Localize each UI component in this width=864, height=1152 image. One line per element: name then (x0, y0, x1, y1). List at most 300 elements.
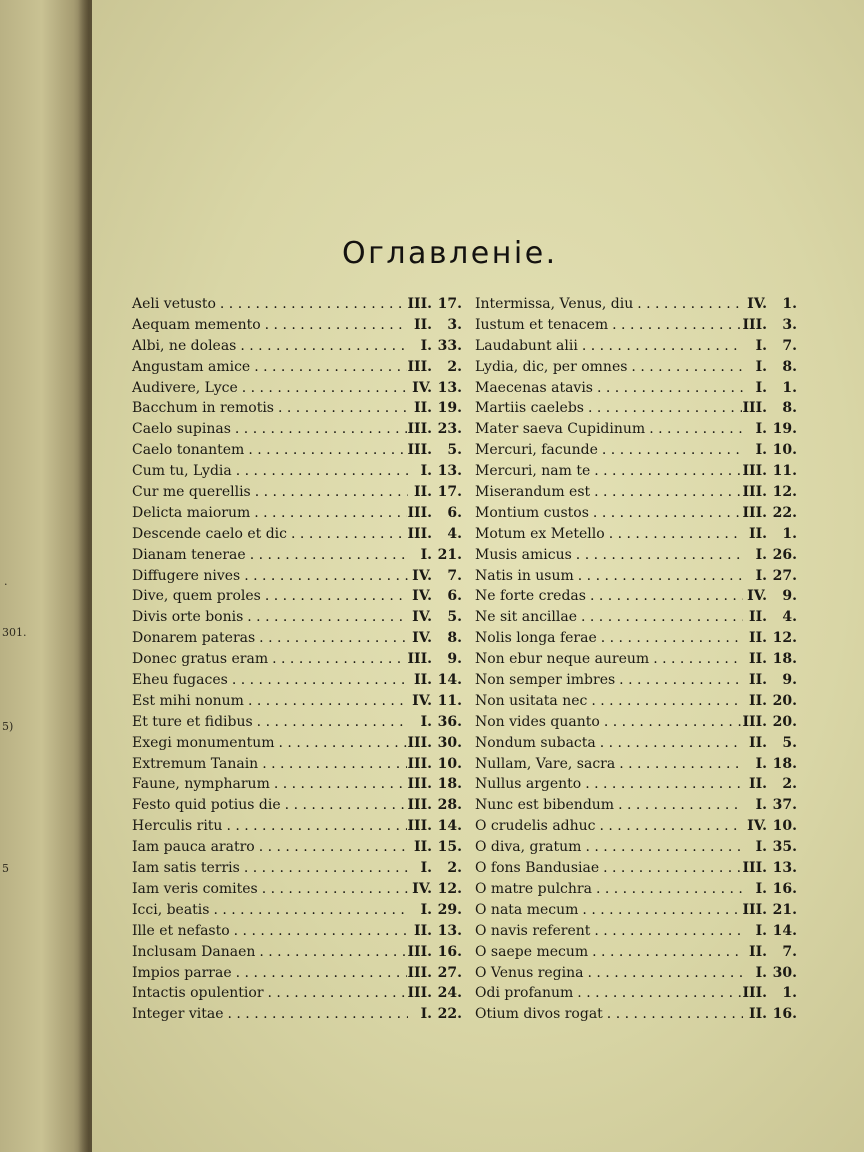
entry-reference (742, 985, 797, 1001)
ode-number: 11. (437, 692, 462, 709)
ode-number: 29. (437, 901, 462, 918)
entry-incipit: Inclusam Danaen (132, 943, 256, 960)
entry-incipit: Audivere, Lyce (132, 379, 238, 396)
contents-entry (132, 463, 462, 484)
entry-incipit: Delicta maiorum (132, 504, 251, 521)
entry-reference (743, 609, 797, 625)
entry-reference (407, 756, 462, 772)
ode-number: 3. (447, 316, 462, 333)
book-number: I. (755, 546, 767, 563)
entry-incipit: Et ture et fidibus (132, 713, 253, 730)
dot-leader (573, 985, 742, 1001)
ode-number: 33. (437, 337, 462, 354)
ode-number: 6. (447, 504, 462, 521)
entry-reference (408, 881, 462, 897)
entry-incipit: O nata mecum (475, 901, 579, 918)
dot-leader (258, 881, 408, 897)
entry-incipit: Diffugere nives (132, 567, 241, 584)
contents-entry (475, 609, 797, 630)
ode-number: 30. (772, 964, 797, 981)
entry-incipit: Est mihi nonum (132, 692, 244, 709)
contents-entry (132, 860, 462, 881)
ode-number: 14. (772, 922, 797, 939)
entry-reference (407, 505, 462, 521)
dot-leader (261, 317, 408, 333)
entry-reference (408, 1006, 462, 1022)
ode-number: 37. (772, 797, 797, 814)
entry-reference (408, 588, 462, 604)
book-number: IV. (747, 296, 767, 312)
dot-leader (275, 735, 408, 751)
entry-reference (743, 547, 797, 563)
entry-reference (743, 839, 797, 855)
entry-incipit: Lydia, dic, per omnes (475, 358, 628, 375)
entry-incipit: Caelo supinas (132, 421, 231, 438)
book-number: I. (755, 567, 767, 584)
margin-mark: 5 (2, 862, 9, 875)
entry-reference (743, 881, 797, 897)
ode-number: 27. (772, 567, 797, 584)
ode-number: 13. (437, 922, 462, 939)
entry-reference (407, 818, 462, 834)
entry-incipit: O navis referent (475, 922, 591, 939)
entry-reference (743, 672, 797, 688)
contents-entry (475, 547, 797, 568)
dot-leader (240, 568, 408, 584)
dot-leader (598, 442, 743, 458)
ode-number: 35. (772, 839, 797, 856)
contents-entry (132, 1006, 462, 1027)
book-number: IV. (412, 588, 432, 605)
entry-reference (408, 547, 462, 563)
entry-reference (743, 776, 797, 792)
ode-number: 14. (437, 818, 462, 835)
book-number: II. (749, 609, 767, 626)
dot-leader (264, 985, 408, 1001)
entry-incipit: Non usitata nec (475, 692, 588, 709)
ode-number: 22. (772, 504, 797, 521)
book-number: II. (749, 672, 767, 689)
book-number: III. (742, 316, 767, 333)
entry-incipit: Intactis opulentior (132, 985, 264, 1002)
entry-incipit: Aeli vetusto (132, 296, 216, 312)
entry-reference (742, 463, 797, 479)
ode-number: 1. (782, 985, 797, 1002)
dot-leader (253, 714, 408, 730)
entry-incipit: Exegi monumentum (132, 734, 275, 751)
book-number: III. (407, 358, 432, 375)
book-number: II. (749, 1006, 767, 1023)
entry-incipit: Non semper imbres (475, 672, 616, 689)
dot-leader (244, 693, 408, 709)
dot-leader (255, 630, 408, 646)
entry-reference (408, 338, 462, 354)
contents-entry (475, 672, 797, 693)
dot-leader (287, 526, 407, 542)
entry-incipit: Donec gratus eram (132, 651, 269, 668)
margin-mark: 301. (2, 626, 27, 639)
entry-reference (408, 380, 462, 396)
dot-leader (246, 547, 408, 563)
entry-reference (408, 693, 462, 709)
entry-reference (743, 923, 797, 939)
ode-number: 9. (782, 588, 797, 605)
book-number: IV. (412, 609, 432, 626)
ode-number: 17. (437, 296, 462, 312)
ode-number: 24. (437, 985, 462, 1002)
entry-incipit: Natis in usum (475, 567, 574, 584)
entry-incipit: Mercuri, nam te (475, 463, 591, 480)
entry-reference (407, 735, 462, 751)
entry-reference (407, 985, 462, 1001)
contents-entry (475, 735, 797, 756)
book-number: III. (407, 943, 432, 960)
ode-number: 13. (437, 379, 462, 396)
book-number: III. (407, 504, 432, 521)
contents-entry (132, 902, 462, 923)
entry-reference (743, 818, 797, 834)
entry-incipit: Festo quid potius die (132, 797, 281, 814)
book-number: I. (420, 337, 432, 354)
book-number: III. (407, 776, 432, 793)
ode-number: 14. (437, 672, 462, 689)
book-number: II. (749, 651, 767, 668)
dot-leader (232, 965, 408, 981)
dot-leader (586, 588, 743, 604)
book-number: I. (755, 442, 767, 459)
ode-number: 16. (772, 1006, 797, 1023)
contents-entry (475, 588, 797, 609)
ode-number: 1. (782, 379, 797, 396)
contents-entry (132, 985, 462, 1006)
entry-reference (742, 714, 797, 730)
entry-incipit: Mercuri, facunde (475, 442, 598, 459)
entry-reference (408, 902, 462, 918)
entry-reference (408, 568, 462, 584)
book-number: III. (742, 985, 767, 1002)
contents-entry (132, 609, 462, 630)
contents-entry (475, 985, 797, 1006)
ode-number: 20. (772, 713, 797, 730)
ode-number: 22. (437, 1006, 462, 1023)
book-number: I. (755, 797, 767, 814)
book-number: I. (420, 713, 432, 730)
entry-incipit: Odi profanum (475, 985, 574, 1002)
entry-reference (407, 296, 462, 312)
contents-entry (475, 317, 797, 338)
dot-leader (270, 776, 408, 792)
margin-mark: 5) (2, 720, 14, 733)
contents-entry (132, 505, 462, 526)
book-number: IV. (412, 630, 432, 647)
entry-incipit: Cum tu, Lydia (132, 463, 232, 480)
contents-entry (132, 672, 462, 693)
contents-entry (475, 421, 797, 442)
entry-incipit: Nunc est bibendum (475, 797, 615, 814)
dot-leader (216, 296, 408, 312)
entry-reference (743, 797, 797, 813)
page-title: Оглавленіе. (342, 236, 558, 271)
dot-leader (268, 651, 407, 667)
contents-entry (132, 944, 462, 965)
dot-leader (574, 568, 743, 584)
dot-leader (593, 380, 743, 396)
entry-reference (743, 1006, 797, 1022)
entry-incipit: Integer vitae (132, 1006, 224, 1023)
ode-number: 16. (437, 943, 462, 960)
contents-entry (132, 776, 462, 797)
ode-number: 19. (437, 400, 462, 417)
book-number: II. (414, 400, 432, 417)
contents-entry (475, 442, 797, 463)
contents-entry (475, 1006, 797, 1027)
dot-leader (578, 902, 742, 918)
ode-number: 21. (772, 901, 797, 918)
entry-incipit: Montium custos (475, 504, 589, 521)
entry-reference (742, 317, 797, 333)
entry-incipit: Iustum et tenacem (475, 316, 609, 333)
dot-leader (633, 296, 743, 312)
dot-leader (232, 463, 408, 479)
contents-entry (475, 296, 797, 317)
entry-incipit: Ille et nefasto (132, 922, 230, 939)
book-number: I. (420, 463, 432, 480)
ode-number: 12. (772, 630, 797, 647)
contents-entry (475, 693, 797, 714)
entry-incipit: Faune, nympharum (132, 776, 270, 793)
entry-reference (407, 442, 462, 458)
book-number: III. (407, 296, 432, 312)
dot-leader (603, 1006, 743, 1022)
entry-reference (743, 380, 797, 396)
dot-leader (251, 484, 408, 500)
entry-incipit: Albi, ne doleas (132, 337, 237, 354)
dot-leader (584, 965, 744, 981)
entry-incipit: Bacchum in remotis (132, 400, 274, 417)
dot-leader (224, 1006, 409, 1022)
book-number: II. (414, 922, 432, 939)
entry-reference (408, 317, 462, 333)
book-number: I. (755, 337, 767, 354)
entry-reference (407, 965, 462, 981)
ode-number: 36. (437, 713, 462, 730)
contents-entry (475, 965, 797, 986)
book-number: I. (420, 860, 432, 877)
entry-reference (742, 400, 797, 416)
entry-incipit: Ne forte credas (475, 588, 586, 605)
entry-reference (743, 421, 797, 437)
entry-incipit: Aequam memento (132, 316, 261, 333)
dot-leader (589, 505, 743, 521)
dot-leader (240, 860, 408, 876)
dot-leader (281, 797, 408, 813)
contents-entry (132, 526, 462, 547)
contents-entry (475, 860, 797, 881)
book-number: II. (414, 839, 432, 856)
book-number: I. (420, 1006, 432, 1023)
entry-reference (743, 630, 797, 646)
dot-leader (244, 442, 407, 458)
ode-number: 8. (782, 358, 797, 375)
entry-incipit: Ne sit ancillae (475, 609, 577, 626)
entry-incipit: Nullam, Vare, sacra (475, 755, 616, 772)
entry-incipit: O matre pulchra (475, 880, 592, 897)
dot-leader (250, 505, 407, 521)
book-number: I. (755, 421, 767, 438)
book-number: II. (749, 692, 767, 709)
dot-leader (588, 944, 743, 960)
dot-leader (238, 380, 408, 396)
entry-reference (742, 902, 797, 918)
ode-number: 26. (772, 546, 797, 563)
entry-reference (408, 609, 462, 625)
contents-entry (132, 359, 462, 380)
entry-incipit: Cur me querellis (132, 484, 251, 501)
dot-leader (615, 756, 743, 772)
dot-leader (258, 756, 407, 772)
entry-incipit: Intermissa, Venus, diu (475, 296, 634, 312)
book-number: III. (407, 818, 432, 835)
entry-reference (743, 442, 797, 458)
contents-entry (132, 338, 462, 359)
entry-reference (407, 651, 462, 667)
dot-leader (584, 400, 742, 416)
book-number: I. (420, 546, 432, 563)
ode-number: 5. (447, 442, 462, 459)
entry-incipit: Laudabunt alii (475, 337, 578, 354)
entry-reference (407, 359, 462, 375)
dot-leader (255, 839, 408, 855)
entry-reference (743, 296, 797, 312)
contents-entry (475, 568, 797, 589)
entry-reference (743, 965, 797, 981)
contents-entry (475, 881, 797, 902)
contents-entry (475, 756, 797, 777)
contents-entry (475, 714, 797, 735)
contents-entry (132, 965, 462, 986)
book-number: II. (414, 316, 432, 333)
book-number: IV. (747, 588, 767, 605)
entry-reference (407, 944, 462, 960)
dot-leader (228, 672, 408, 688)
entry-incipit: O saepe mecum (475, 943, 589, 960)
ode-number: 13. (437, 463, 462, 480)
contents-entry (132, 296, 462, 317)
book-number: II. (749, 776, 767, 793)
contents-entry (475, 484, 797, 505)
book-number: I. (755, 964, 767, 981)
entry-reference (743, 735, 797, 751)
contents-entry (475, 338, 797, 359)
entry-reference (407, 421, 462, 437)
entry-reference (408, 463, 462, 479)
entry-reference (408, 400, 462, 416)
contents-entry (132, 588, 462, 609)
book-number: IV. (412, 379, 432, 396)
contents-entry (132, 735, 462, 756)
entry-reference (743, 588, 797, 604)
dot-leader (222, 818, 407, 834)
entry-incipit: Nondum subacta (475, 734, 596, 751)
dot-leader (581, 776, 743, 792)
ode-number: 8. (447, 630, 462, 647)
entry-reference (408, 839, 462, 855)
book-number: II. (414, 484, 432, 501)
book-number: II. (749, 943, 767, 960)
book-number: IV. (412, 567, 432, 584)
dot-leader (600, 714, 743, 730)
entry-incipit: Nullus argento (475, 776, 582, 793)
entry-incipit: Divis orte bonis (132, 609, 244, 626)
dot-leader (592, 881, 743, 897)
contents-column-left (132, 296, 462, 1027)
dot-leader (615, 672, 743, 688)
entry-reference (408, 630, 462, 646)
entry-incipit: Non vides quanto (475, 713, 600, 730)
contents-entry (132, 797, 462, 818)
entry-reference (742, 505, 797, 521)
dot-leader (605, 526, 743, 542)
dot-leader (597, 630, 743, 646)
margin-mark: . (4, 575, 8, 588)
ode-number: 15. (437, 839, 462, 856)
ode-number: 2. (447, 860, 462, 877)
dot-leader (590, 484, 742, 500)
entry-incipit: Non ebur neque aureum (475, 651, 650, 668)
dot-leader (261, 588, 408, 604)
contents-entry (132, 693, 462, 714)
contents-entry (132, 484, 462, 505)
entry-reference (408, 672, 462, 688)
ode-number: 1. (782, 525, 797, 542)
ode-number: 10. (437, 755, 462, 772)
dot-leader (243, 609, 408, 625)
entry-reference (743, 651, 797, 667)
book-number: II. (749, 525, 767, 542)
ode-number: 12. (437, 880, 462, 897)
entry-incipit: Herculis ritu (132, 818, 223, 835)
ode-number: 21. (437, 546, 462, 563)
entry-incipit: Nolis longa ferae (475, 630, 597, 647)
entry-incipit: Extremum Tanain (132, 755, 259, 772)
contents-entry (132, 923, 462, 944)
book-number: I. (755, 880, 767, 897)
entry-incipit: Dianam tenerae (132, 546, 246, 563)
entry-reference (742, 860, 797, 876)
contents-entry (132, 421, 462, 442)
book-number: III. (742, 463, 767, 480)
dot-leader (614, 797, 743, 813)
contents-entry (132, 881, 462, 902)
ode-number: 13. (772, 860, 797, 877)
dot-leader (599, 860, 742, 876)
entry-incipit: Icci, beatis (132, 901, 210, 918)
ode-number: 27. (437, 964, 462, 981)
dot-leader (274, 400, 408, 416)
ode-number: 30. (437, 734, 462, 751)
ode-number: 2. (782, 776, 797, 793)
book-number: I. (420, 901, 432, 918)
book-number: III. (407, 421, 432, 438)
entry-reference (743, 756, 797, 772)
dot-leader (230, 923, 408, 939)
ode-number: 3. (782, 316, 797, 333)
book-number: III. (407, 985, 432, 1002)
contents-entry (475, 400, 797, 421)
entry-incipit: Iam pauca aratro (132, 839, 255, 856)
ode-number: 7. (782, 943, 797, 960)
ode-number: 18. (437, 776, 462, 793)
